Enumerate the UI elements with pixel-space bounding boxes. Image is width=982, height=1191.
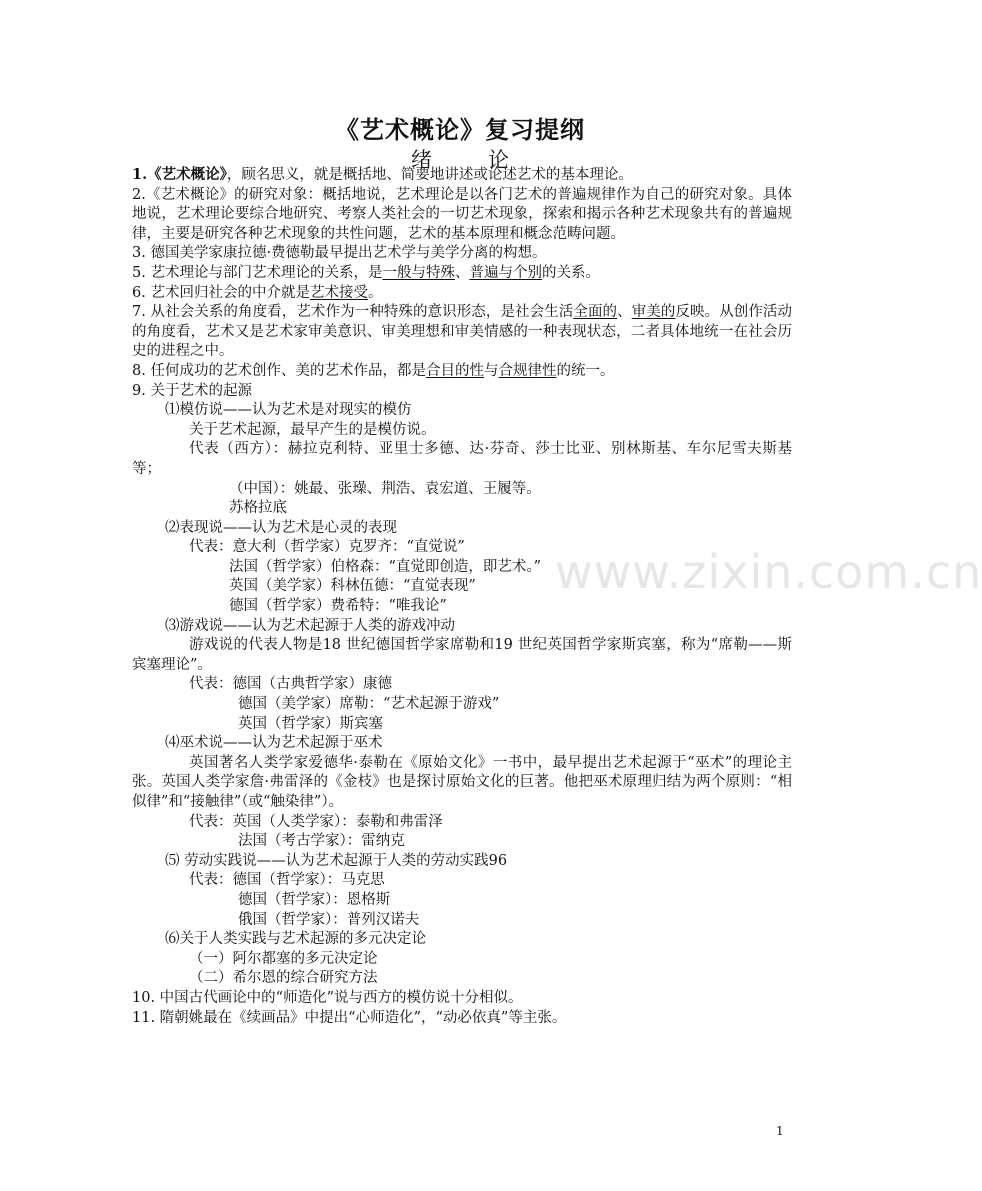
theory-4-heading: ⑷巫术说——认为艺术起源于巫术 <box>165 735 383 752</box>
watermark: www.zixin.com.cn <box>555 545 982 599</box>
item-5-text-c: 的关系。 <box>541 264 600 281</box>
theory-5-line-3: 俄国（哲学家）：普列汉诺夫 <box>238 911 420 928</box>
item-8-underline-1: 合目的性 <box>425 362 484 379</box>
theory-2-line-1: 代表：意大利（哲学家）克罗齐：“直觉说” <box>189 539 465 556</box>
theory-1-line-1: 关于艺术起源，最早产生的是模仿说。 <box>189 421 436 438</box>
item-8-text-b: 与 <box>483 362 499 379</box>
theory-4-line-2: 代表：英国（人类学家）：泰勒和弗雷泽 <box>189 813 443 830</box>
theory-4-line-3: 法国（考古学家）：雷纳克 <box>238 833 405 850</box>
item-6-underline: 艺术接受 <box>309 284 368 301</box>
item-8 <box>132 362 792 382</box>
theory-1-line-4: 苏格拉底 <box>229 500 287 517</box>
theory-3-line-3: 德国（美学家）席勒：“艺术起源于游戏” <box>238 696 500 713</box>
item-5-underline-2: 普遍与个别 <box>469 264 542 281</box>
theory-5-line-2: 德国（哲学家）：恩格斯 <box>238 891 391 908</box>
item-9: 9. 关于艺术的起源 <box>132 382 252 399</box>
theory-6-line-2: （二）希尔恩的综合研究方法 <box>189 970 378 987</box>
theory-6-heading: ⑹关于人类实践与艺术起源的多元决定论 <box>165 931 426 948</box>
theory-3-line-2: 代表：德国（古典哲学家）康德 <box>189 676 392 693</box>
item-2: 2.《艺术概论》的研究对象：概括地说，艺术理论是以各门艺术的普遍规律作为自己的研究对象。具体地说，艺术理论要综合地研究、考察人类社会的一切艺术现象，探索和揭示各种艺术现象共有的普遍规律，主要是研究各种艺术现象的共性问题，艺术的基本原理和概念范畴问题。 <box>132 186 792 242</box>
page-number: 1 <box>776 1124 784 1138</box>
theory-1-line-3: （中国）：姚最、张璪、荆浩、袁宏道、王履等。 <box>229 480 541 497</box>
theory-3-line-1: 游戏说的代表人物是18 世纪德国哲学家席勒和19 世纪英国哲学家斯宾塞，称为“席勒——斯宾塞理论”。 <box>132 637 792 673</box>
item-8-underline-2: 合规律性 <box>498 362 557 379</box>
theory-5-line-1: 代表：德国（哲学家）：马克思 <box>189 872 385 889</box>
section-heading-char-1: 绪 <box>411 148 432 172</box>
item-7 <box>132 303 792 362</box>
item-6 <box>132 284 792 304</box>
item-8-text-c: 的统一。 <box>556 362 615 379</box>
item-10: 10. 中国古代画论中的“师造化”说与西方的模仿说十分相似。 <box>132 989 523 1006</box>
item-1 <box>132 165 792 186</box>
item-5 <box>132 264 792 284</box>
item-6-text-a: 6. 艺术回归社会的中介就是 <box>132 284 310 301</box>
theory-2-line-2: 法国（哲学家）伯格森：“直觉即创造，即艺术。” <box>229 558 542 575</box>
item-3: 3. 德国美学家康拉德·费德勒最早提出艺术学与美学分离的构想。 <box>132 245 547 262</box>
item-11: 11. 隋朝姚最在《续画品》中提出“心师造化”，“动必依真”等主张。 <box>132 1009 567 1026</box>
section-heading-char-2: 论 <box>488 148 509 172</box>
theory-1-line-2: 代表（西方）：赫拉克利特、亚里士多德、达·芬奇、莎士比亚、别林斯基、车尔尼雪夫斯基等； <box>132 441 792 477</box>
theory-2-heading: ⑵表现说——认为艺术是心灵的表现 <box>165 519 397 536</box>
item-8-text-a: 8. 任何成功的艺术创作、美的艺术作品，都是 <box>132 362 426 379</box>
item-5-text-a: 5. 艺术理论与部门艺术理论的关系，是 <box>132 264 383 281</box>
theory-2-line-4: 德国（哲学家）费希特：“唯我论” <box>229 598 447 615</box>
item-7-underline-2: 审美的 <box>631 304 676 321</box>
item-7-text-a: 7. 从社会关系的角度看，艺术作为一种特殊的意识形态，是社会生活 <box>132 304 574 321</box>
theory-6-line-1: （一）阿尔都塞的多元决定论 <box>189 950 378 967</box>
page-title: 《艺术概论》复习提纲 <box>335 116 585 144</box>
item-1-term: 1.《艺术概论》 <box>132 166 227 183</box>
item-5-underline-1: 一般与特殊 <box>382 264 455 281</box>
item-5-text-b: 、 <box>454 264 470 281</box>
theory-4-line-1: 英国著名人类学家爱德华·泰勒在《原始文化》一书中，最早提出艺术起源于“巫术”的理论主张。英国人类学家詹·弗雷泽的《金枝》也是探讨原始文化的巨著。他把巫术原理归结为两个原则：“相似律”和“接触律”（或“触染律”）。 <box>132 754 792 810</box>
theory-1-heading: ⑴模仿说——认为艺术是对现实的模仿 <box>165 402 412 419</box>
theory-3-line-4: 英国（哲学家）斯宾塞 <box>238 715 383 732</box>
item-7-underline-1: 全面的 <box>573 304 618 321</box>
item-6-text-b: 。 <box>367 284 383 301</box>
theory-2-line-3: 英国（美学家）科林伍德：“直觉表现” <box>229 578 476 595</box>
item-7-text-c: 反映。从创作活动的角度看，艺术又是艺术家审美意识、审美理想和审美情感的一种表现状态，二者具体地统一在社会历史的进程之中。 <box>132 304 793 360</box>
document-body <box>132 165 792 1028</box>
item-7-text-b: 、 <box>617 304 632 321</box>
item-1-text: ，顾名思义，就是概括地、简要地讲述或论述艺术的基本理论。 <box>226 167 633 183</box>
theory-3-heading: ⑶游戏说——认为艺术起源于人类的游戏冲动 <box>165 617 455 634</box>
theory-5-heading: ⑸ 劳动实践说——认为艺术起源于人类的劳动实践96 <box>165 852 508 869</box>
